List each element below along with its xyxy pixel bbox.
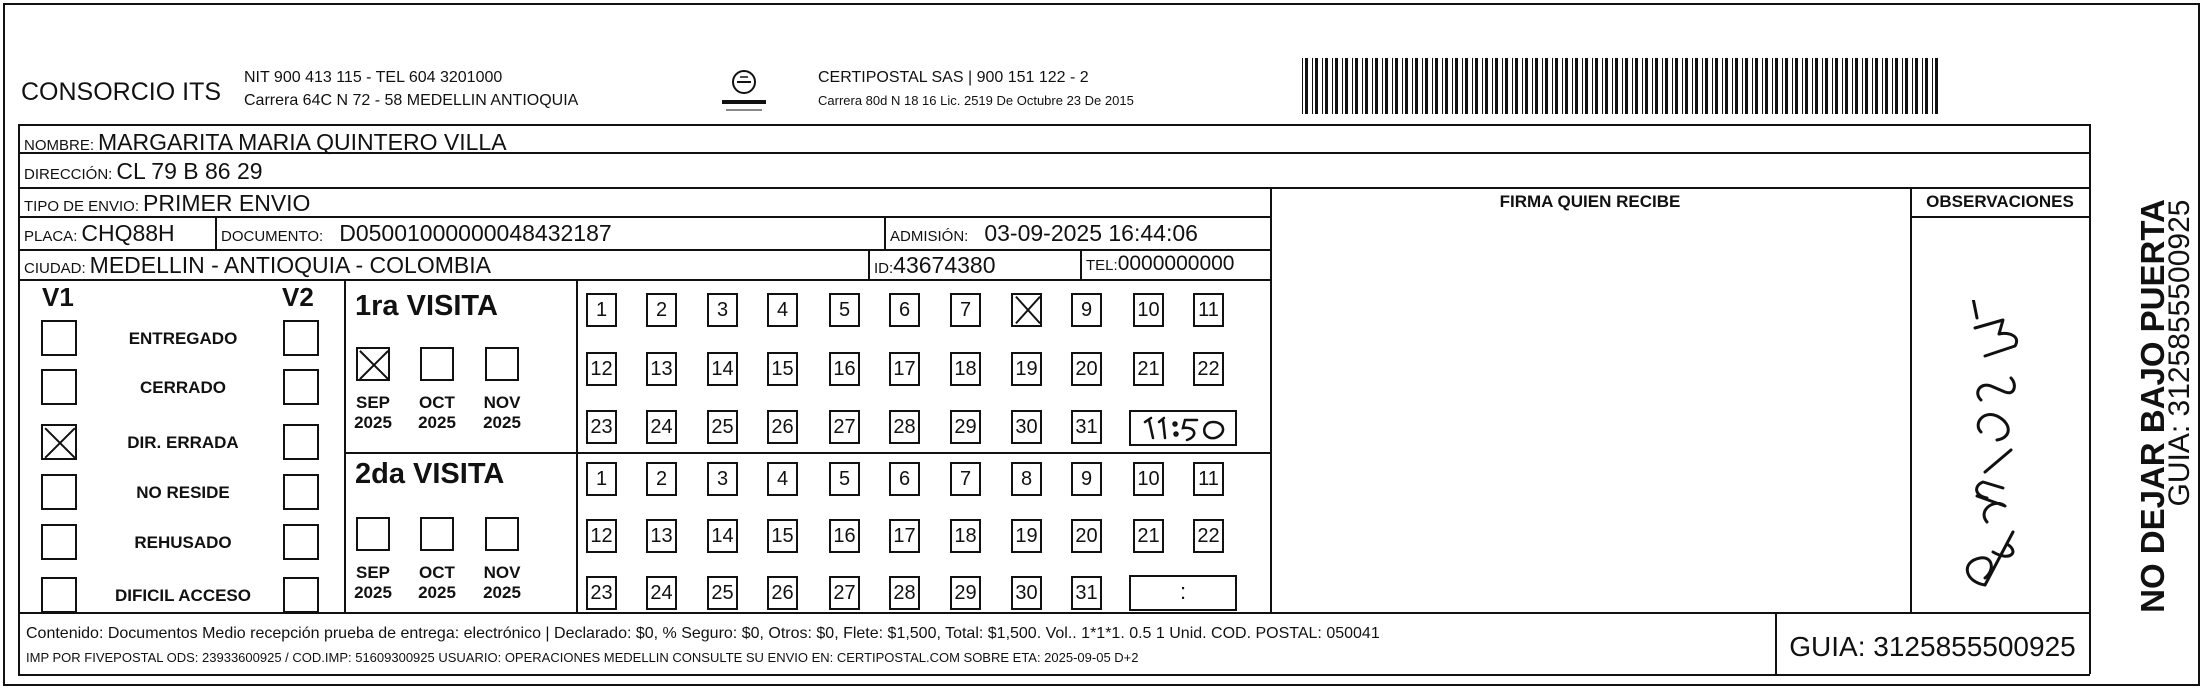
company-name: CONSORCIO ITS [21,78,222,106]
name-row: NOMBRE: MARGARITA MARIA QUINTERO VILLA [24,129,507,155]
company-line1: NIT 900 413 115 - TEL 604 3201000 [244,69,503,86]
address-row: DIRECCIÓN: CL 79 B 86 29 [24,158,263,184]
v1-label: V1 [42,282,74,312]
visit1-day-box[interactable] [1011,293,1042,327]
status-label: CERRADO [140,378,226,397]
visit2-day-box[interactable]: 28 [889,576,920,610]
footer-line2: IMP POR FIVEPOSTAL ODS: 23933600925 / COD.IMP: 51609300925 USUARIO: OPERACIONES MEDELLIN CONSULTE SU ENVIO EN: CERTIPOSTAL.COM SOBRE ETA: 2025-09-05 D+2 [26,650,1139,665]
visit1-day-box[interactable]: 23 [586,410,617,444]
visit2-day-box[interactable]: 5 [829,462,860,496]
v2-label: V2 [282,282,314,312]
visit1-day-box[interactable]: 22 [1193,352,1224,386]
visit2-day-box[interactable]: 1 [586,462,617,496]
visit1-day-box[interactable]: 15 [767,352,798,386]
visit2-day-box[interactable]: 11 [1193,462,1224,496]
col-line [1910,187,1912,612]
visit2-month-checkbox[interactable] [485,517,519,551]
visit1-day-box[interactable]: 4 [767,293,798,327]
visit1-time-box[interactable] [1129,410,1237,446]
visit1-day-box[interactable]: 1 [586,293,617,327]
visit2-day-box[interactable]: 16 [829,519,860,553]
col-line [1080,249,1082,279]
row-line [18,249,1270,251]
carrier-line1: CERTIPOSTAL SAS | 900 151 122 - 2 [818,69,1089,86]
table-top-line [18,124,2090,126]
plate-field: PLACA: CHQ88H [24,220,175,246]
visit2-day-box[interactable]: 19 [1011,519,1042,553]
visit1-day-box[interactable]: 25 [707,410,738,444]
status-label: DIR. ERRADA [127,433,239,452]
visit2-day-box[interactable]: 25 [707,576,738,610]
visit2-day-box[interactable]: 10 [1133,462,1164,496]
v1-checkbox[interactable] [41,424,77,460]
visit1-day-box[interactable]: 2 [646,293,677,327]
certipostal-logo-icon [716,66,772,116]
visit2-day-box[interactable]: 26 [767,576,798,610]
visit2-day-box[interactable]: 30 [1011,576,1042,610]
visit1-day-box[interactable]: 19 [1011,352,1042,386]
document-field: DOCUMENTO: D05001000000048432187 [221,220,612,246]
v1-checkbox[interactable] [41,577,77,613]
v1-checkbox[interactable] [41,320,77,356]
visit1-title: 1ra VISITA [355,290,498,322]
v2-checkbox[interactable] [283,524,319,560]
visit2-day-box[interactable]: 13 [646,519,677,553]
row-line [18,279,1270,281]
visit2-day-box[interactable]: 24 [646,576,677,610]
v1-checkbox[interactable] [41,524,77,560]
side-warning: NO DEJAR BAJO PUERTA [2134,199,2171,613]
visit2-day-box[interactable]: 7 [950,462,981,496]
visit2-day-box[interactable]: 8 [1011,462,1042,496]
col-line [1270,187,1272,612]
visit1-day-box[interactable]: 11 [1193,293,1224,327]
visit2-day-box[interactable]: 6 [889,462,920,496]
col-line [344,279,346,612]
visit1-day-box[interactable]: 9 [1071,293,1102,327]
type-row: TIPO DE ENVIO: PRIMER ENVIO [24,190,311,216]
visit2-month-label: SEP 2025 [354,563,392,602]
observaciones-label: OBSERVACIONES [1926,192,2074,211]
v2-checkbox[interactable] [283,320,319,356]
visit2-day-box[interactable]: 27 [829,576,860,610]
visit1-day-box[interactable]: 27 [829,410,860,444]
footer-line1: Contenido: Documentos Medio recepción prueba de entrega: electrónico | Declarado: $0, % Seguro: $0, Otros: $0, Flete: $1,500, Total: $1,500. Vol.. 1*1*1. 0.5 1 Unid. COD. POSTAL: 050041 [26,625,1380,642]
visit2-day-box[interactable]: 22 [1193,519,1224,553]
status-label: DIFICIL ACCESO [114,586,251,605]
visit2-day-box[interactable]: 20 [1071,519,1102,553]
visit1-day-box[interactable]: 6 [889,293,920,327]
status-label: REHUSADO [134,533,232,552]
col-line [576,279,578,612]
visit2-day-box[interactable]: 2 [646,462,677,496]
carrier-line2: Carrera 80d N 18 16 Lic. 2519 De Octubre 23 De 2015 [818,93,1134,108]
visit2-time-box[interactable]: : [1129,575,1237,611]
visit2-month-label: OCT 2025 [418,563,456,602]
visit1-day-box[interactable]: 30 [1011,410,1042,444]
visit1-month-label: SEP 2025 [354,393,392,432]
visit1-day-box[interactable]: 24 [646,410,677,444]
row-line [1910,216,2090,218]
visit1-day-box[interactable]: 26 [767,410,798,444]
visit1-day-box[interactable]: 5 [829,293,860,327]
visit1-day-box[interactable]: 12 [586,352,617,386]
company-line2: Carrera 64C N 72 - 58 MEDELLIN ANTIOQUIA [244,92,579,109]
side-guia: GUIA: 3125855500925 [2163,199,2196,507]
visit1-month-checkbox[interactable] [485,347,519,381]
visit2-month-label: NOV 2025 [483,563,521,602]
v1-checkbox[interactable] [41,474,77,510]
visit2-day-box[interactable]: 9 [1071,462,1102,496]
visit1-day-box[interactable]: 17 [889,352,920,386]
v2-checkbox[interactable] [283,369,319,405]
visit-divider [344,452,1270,454]
col-line [215,216,217,249]
admission-field: ADMISIÓN: 03-09-2025 16:44:06 [890,220,1198,246]
visit2-day-box[interactable]: 17 [889,519,920,553]
visit2-day-box[interactable]: 15 [767,519,798,553]
visit2-month-checkbox[interactable] [356,517,390,551]
visit1-month-checkbox[interactable] [356,347,390,381]
col-line [18,612,20,674]
visit1-day-box[interactable]: 20 [1071,352,1102,386]
visit1-day-box[interactable]: 14 [707,352,738,386]
visit1-day-box[interactable]: 3 [707,293,738,327]
footer-top-line [18,612,2090,614]
city-field: CIUDAD: MEDELLIN - ANTIOQUIA - COLOMBIA [24,252,491,278]
visit2-title: 2da VISITA [355,458,505,490]
visit2-day-box[interactable]: 18 [950,519,981,553]
visit1-day-box[interactable]: 13 [646,352,677,386]
status-label: ENTREGADO [128,329,238,348]
visit1-day-box[interactable]: 10 [1133,293,1164,327]
visit2-day-box[interactable]: 14 [707,519,738,553]
visit2-day-box[interactable]: 29 [950,576,981,610]
visit2-month-checkbox[interactable] [420,517,454,551]
visit1-month-checkbox[interactable] [420,347,454,381]
visit1-month-label: OCT 2025 [418,393,456,432]
status-label: NO RESIDE [136,483,230,502]
visit1-day-box[interactable]: 18 [950,352,981,386]
v2-checkbox[interactable] [283,577,319,613]
col-line [868,249,870,279]
visit2-day-box[interactable]: 3 [707,462,738,496]
visit1-day-box[interactable]: 16 [829,352,860,386]
visit2-day-box[interactable]: 12 [586,519,617,553]
visit2-day-box[interactable]: 31 [1071,576,1102,610]
firma-label: FIRMA QUIEN RECIBE [1499,192,1681,211]
barcode [1302,58,1939,114]
col-line [884,216,886,249]
tel-field: TEL:0000000000 [1086,252,1235,275]
visit2-day-box[interactable]: 23 [586,576,617,610]
footer-bottom-line [18,674,2090,676]
visit1-day-box[interactable]: 21 [1133,352,1164,386]
observation-handwriting [1925,300,2075,590]
footer-guia: GUIA: 3125855500925 [1789,631,2076,662]
visit1-month-label: NOV 2025 [483,393,521,432]
v2-checkbox[interactable] [283,424,319,460]
id-field: ID:43674380 [874,252,996,278]
visit1-day-box[interactable]: 29 [950,410,981,444]
visit1-day-box[interactable]: 28 [889,410,920,444]
table-left-line [18,124,20,612]
visit2-day-box[interactable]: 4 [767,462,798,496]
v1-checkbox[interactable] [41,369,77,405]
row-line [18,187,2090,189]
v2-checkbox[interactable] [283,474,319,510]
visit2-day-box[interactable]: 21 [1133,519,1164,553]
visit1-day-box[interactable]: 31 [1071,410,1102,444]
visit1-day-box[interactable]: 7 [950,293,981,327]
